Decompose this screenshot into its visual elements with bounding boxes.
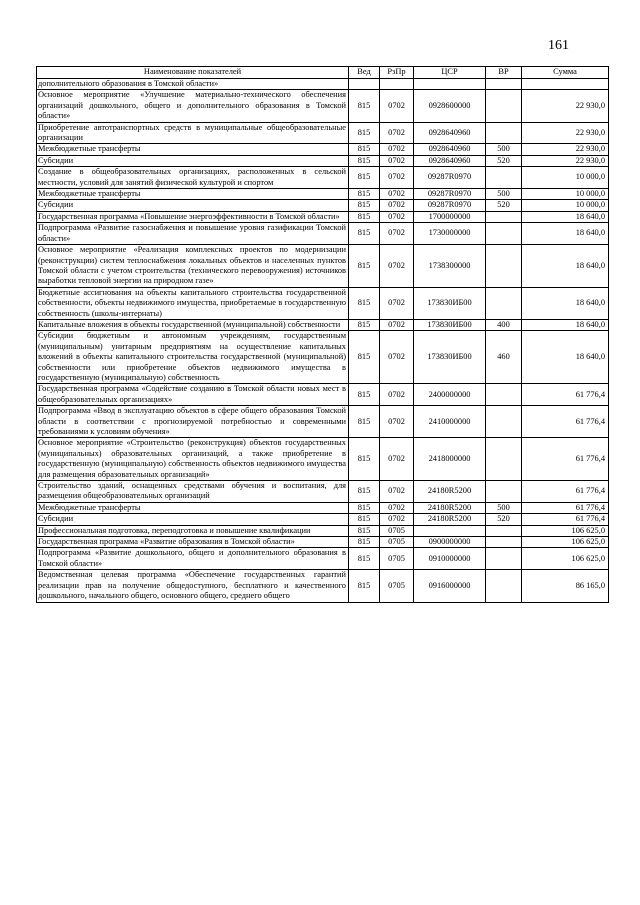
row-sum: 22 930,0 <box>522 144 609 155</box>
header-sum: Сумма <box>522 67 609 79</box>
row-ved: 815 <box>349 384 380 406</box>
row-csr: 1738300000 <box>414 245 486 288</box>
table-row <box>37 167 609 189</box>
table-row <box>37 384 609 406</box>
table-row <box>37 319 609 330</box>
row-ved: 815 <box>349 406 380 438</box>
row-sum: 22 930,0 <box>522 90 609 122</box>
row-csr: 1700000000 <box>414 211 486 222</box>
row-name: Создание в общеобразовательных организациях, расположенных в сельской местности, условий для занятий физической культурой и спортом <box>37 167 349 189</box>
row-sum: 18 640,0 <box>522 223 609 245</box>
row-vr <box>486 223 522 245</box>
row-name: Субсидии <box>37 155 349 166</box>
row-vr <box>486 167 522 189</box>
row-sum: 18 640,0 <box>522 331 609 384</box>
row-sum: 61 776,4 <box>522 481 609 503</box>
row-sum: 106 625,0 <box>522 537 609 548</box>
row-rzpr: 0705 <box>380 537 414 548</box>
row-rzpr: 0702 <box>380 481 414 503</box>
row-rzpr: 0705 <box>380 548 414 570</box>
row-rzpr: 0702 <box>380 319 414 330</box>
row-ved: 815 <box>349 438 380 481</box>
row-ved: 815 <box>349 537 380 548</box>
row-sum: 61 776,4 <box>522 514 609 525</box>
table-row <box>37 537 609 548</box>
row-rzpr: 0705 <box>380 570 414 602</box>
row-ved: 815 <box>349 200 380 211</box>
row-vr <box>486 90 522 122</box>
row-name: Субсидии <box>37 200 349 211</box>
row-ved: 815 <box>349 122 380 144</box>
row-vr <box>486 384 522 406</box>
row-name: Субсидии <box>37 514 349 525</box>
row-csr: 0928600000 <box>414 90 486 122</box>
row-csr: 0928640960 <box>414 155 486 166</box>
row-name: Ведомственная целевая программа «Обеспечение государственных гарантий реализации прав на получение общедоступного, бесплатного и качественного дошкольного, начального общего, основного общего, среднего общего <box>37 570 349 602</box>
table-row <box>37 514 609 525</box>
page-number: 161 <box>548 38 569 53</box>
row-rzpr: 0702 <box>380 502 414 513</box>
row-name: Подпрограмма «Развитие дошкольного, общего и дополнительного образования в Томской области» <box>37 548 349 570</box>
row-rzpr: 0702 <box>380 144 414 155</box>
row-vr <box>486 211 522 222</box>
row-name: Бюджетные ассигнования на объекты капитального строительства государственной собственности, объекты недвижимого имущества, приобретаемые в государственную собственность (школы-интернаты) <box>37 287 349 319</box>
row-rzpr: 0702 <box>380 223 414 245</box>
row-ved: 815 <box>349 525 380 536</box>
row-vr: 500 <box>486 144 522 155</box>
row-vr <box>486 287 522 319</box>
row-ved: 815 <box>349 548 380 570</box>
row-rzpr: 0702 <box>380 514 414 525</box>
table-row <box>37 144 609 155</box>
row-rzpr <box>380 79 414 90</box>
table-row <box>37 525 609 536</box>
row-name: Государственная программа «Содействие созданию в Томской области новых мест в общеобразовательных организациях» <box>37 384 349 406</box>
row-ved: 815 <box>349 211 380 222</box>
row-name: Подпрограмма «Развитие газоснабжения и повышение уровня газификации Томской области» <box>37 223 349 245</box>
row-vr: 460 <box>486 331 522 384</box>
budget-table <box>36 66 609 603</box>
row-rzpr: 0702 <box>380 90 414 122</box>
table-row <box>37 200 609 211</box>
row-ved: 815 <box>349 514 380 525</box>
row-ved <box>349 79 380 90</box>
row-vr <box>486 481 522 503</box>
row-csr: 173830ИБ00 <box>414 287 486 319</box>
row-name: Капитальные вложения в объекты государственной (муниципальной) собственности <box>37 319 349 330</box>
row-csr: 173830ИБ00 <box>414 331 486 384</box>
row-csr: 0916000000 <box>414 570 486 602</box>
row-csr: 0900000000 <box>414 537 486 548</box>
row-sum: 18 640,0 <box>522 319 609 330</box>
row-csr: 09287R0970 <box>414 189 486 200</box>
row-name: Основное мероприятие «Строительство (реконструкция) объектов государственных (муниципальных) образовательных организаций, а также приобретение в государственную (муниципальную) собственность объектов недвижимого имущества для размещения образовательных организаций» <box>37 438 349 481</box>
row-vr <box>486 406 522 438</box>
row-csr: 1730000000 <box>414 223 486 245</box>
table-row <box>37 287 609 319</box>
table-row <box>37 570 609 602</box>
row-ved: 815 <box>349 144 380 155</box>
row-name: Строительство зданий, оснащенных средствами обучения и воспитания, для размещения общеобразовательных организаций <box>37 481 349 503</box>
row-rzpr: 0702 <box>380 189 414 200</box>
row-csr <box>414 525 486 536</box>
table-row <box>37 331 609 384</box>
row-rzpr: 0702 <box>380 287 414 319</box>
row-sum: 10 000,0 <box>522 200 609 211</box>
row-csr: 24180R5200 <box>414 502 486 513</box>
row-ved: 815 <box>349 502 380 513</box>
row-rzpr: 0702 <box>380 384 414 406</box>
row-name: Подпрограмма «Ввод в эксплуатацию объектов в сфере общего образования Томской области в соответствии с прогнозируемой потребностью и современными требованиями к условиям обучения» <box>37 406 349 438</box>
row-vr <box>486 570 522 602</box>
row-sum: 18 640,0 <box>522 211 609 222</box>
row-sum: 18 640,0 <box>522 245 609 288</box>
row-sum: 106 625,0 <box>522 548 609 570</box>
row-csr: 0910000000 <box>414 548 486 570</box>
table-row <box>37 245 609 288</box>
row-ved: 815 <box>349 331 380 384</box>
row-ved: 815 <box>349 155 380 166</box>
row-rzpr: 0702 <box>380 155 414 166</box>
row-vr <box>486 438 522 481</box>
header-name: Наименование показателей <box>37 67 349 79</box>
table-row <box>37 502 609 513</box>
table-row <box>37 406 609 438</box>
table-row <box>37 211 609 222</box>
row-name: Приобретение автотранспортных средств в муниципальные общеобразовательные организации <box>37 122 349 144</box>
header-vr: ВР <box>486 67 522 79</box>
row-vr: 520 <box>486 514 522 525</box>
row-csr: 0928640960 <box>414 144 486 155</box>
row-ved: 815 <box>349 570 380 602</box>
row-vr <box>486 79 522 90</box>
table-header-row <box>37 67 609 79</box>
table-row <box>37 438 609 481</box>
row-csr <box>414 79 486 90</box>
row-sum: 22 930,0 <box>522 122 609 144</box>
row-csr: 2400000000 <box>414 384 486 406</box>
table-body <box>37 79 609 603</box>
row-rzpr: 0702 <box>380 406 414 438</box>
row-name: Государственная программа «Развитие образования в Томской области» <box>37 537 349 548</box>
row-vr: 400 <box>486 319 522 330</box>
row-csr: 2418000000 <box>414 438 486 481</box>
row-sum: 61 776,4 <box>522 384 609 406</box>
table-row <box>37 189 609 200</box>
row-vr <box>486 525 522 536</box>
row-sum: 86 165,0 <box>522 570 609 602</box>
row-sum: 61 776,4 <box>522 406 609 438</box>
row-csr: 173830ИБ00 <box>414 319 486 330</box>
row-vr <box>486 245 522 288</box>
table-row <box>37 548 609 570</box>
row-ved: 815 <box>349 245 380 288</box>
row-rzpr: 0702 <box>380 211 414 222</box>
row-name: Межбюджетные трансферты <box>37 189 349 200</box>
row-name: Субсидии бюджетным и автономным учреждениям, государственным (муниципальным) унитарным предприятиям на осуществление капитальных вложений в объекты капитального строительства государственной (муниципальной) собственности или приобретение объектов недвижимого имущества в государственную (муниципальную) собственность <box>37 331 349 384</box>
row-name: Основное мероприятие «Улучшение материально-технического обеспечения организаций дошкольного, общего и дополнительного образования в Томской области» <box>37 90 349 122</box>
row-rzpr: 0702 <box>380 122 414 144</box>
row-vr: 500 <box>486 502 522 513</box>
row-name: Профессиональная подготовка, переподготовка и повышение квалификации <box>37 525 349 536</box>
table-row <box>37 481 609 503</box>
row-ved: 815 <box>349 223 380 245</box>
row-vr <box>486 537 522 548</box>
row-rzpr: 0702 <box>380 245 414 288</box>
row-name: Межбюджетные трансферты <box>37 144 349 155</box>
row-rzpr: 0705 <box>380 525 414 536</box>
row-vr: 520 <box>486 155 522 166</box>
row-rzpr: 0702 <box>380 200 414 211</box>
row-sum: 106 625,0 <box>522 525 609 536</box>
row-name: Основное мероприятие «Реализация комплексных проектов по модернизации (реконструкции) систем теплоснабжения локальных объектов и населенных пунктов Томской области с учетом строительства (технического перевооружения) источников выработки тепловой энергии на природном газе» <box>37 245 349 288</box>
table-row <box>37 79 609 90</box>
row-vr <box>486 548 522 570</box>
row-rzpr: 0702 <box>380 331 414 384</box>
row-sum: 18 640,0 <box>522 287 609 319</box>
row-ved: 815 <box>349 167 380 189</box>
row-ved: 815 <box>349 189 380 200</box>
row-csr: 09287R0970 <box>414 167 486 189</box>
row-vr: 500 <box>486 189 522 200</box>
row-sum: 10 000,0 <box>522 189 609 200</box>
header-ved: Вед <box>349 67 380 79</box>
row-csr: 2410000000 <box>414 406 486 438</box>
row-ved: 815 <box>349 90 380 122</box>
table-row <box>37 223 609 245</box>
row-sum: 61 776,4 <box>522 438 609 481</box>
row-csr: 24180R5200 <box>414 514 486 525</box>
header-csr: ЦСР <box>414 67 486 79</box>
row-sum <box>522 79 609 90</box>
row-name: Государственная программа «Повышение энергоэффективности в Томской области» <box>37 211 349 222</box>
row-ved: 815 <box>349 481 380 503</box>
row-sum: 61 776,4 <box>522 502 609 513</box>
row-vr <box>486 122 522 144</box>
row-vr: 520 <box>486 200 522 211</box>
row-ved: 815 <box>349 319 380 330</box>
row-rzpr: 0702 <box>380 167 414 189</box>
table-row <box>37 122 609 144</box>
row-ved: 815 <box>349 287 380 319</box>
row-sum: 22 930,0 <box>522 155 609 166</box>
row-csr: 09287R0970 <box>414 200 486 211</box>
row-name: Межбюджетные трансферты <box>37 502 349 513</box>
table-row <box>37 155 609 166</box>
header-rzpr: РзПр <box>380 67 414 79</box>
row-sum: 10 000,0 <box>522 167 609 189</box>
row-csr: 0928640960 <box>414 122 486 144</box>
row-csr: 24180R5200 <box>414 481 486 503</box>
table-row <box>37 90 609 122</box>
row-rzpr: 0702 <box>380 438 414 481</box>
row-name: дополнительного образования в Томской области» <box>37 79 349 90</box>
